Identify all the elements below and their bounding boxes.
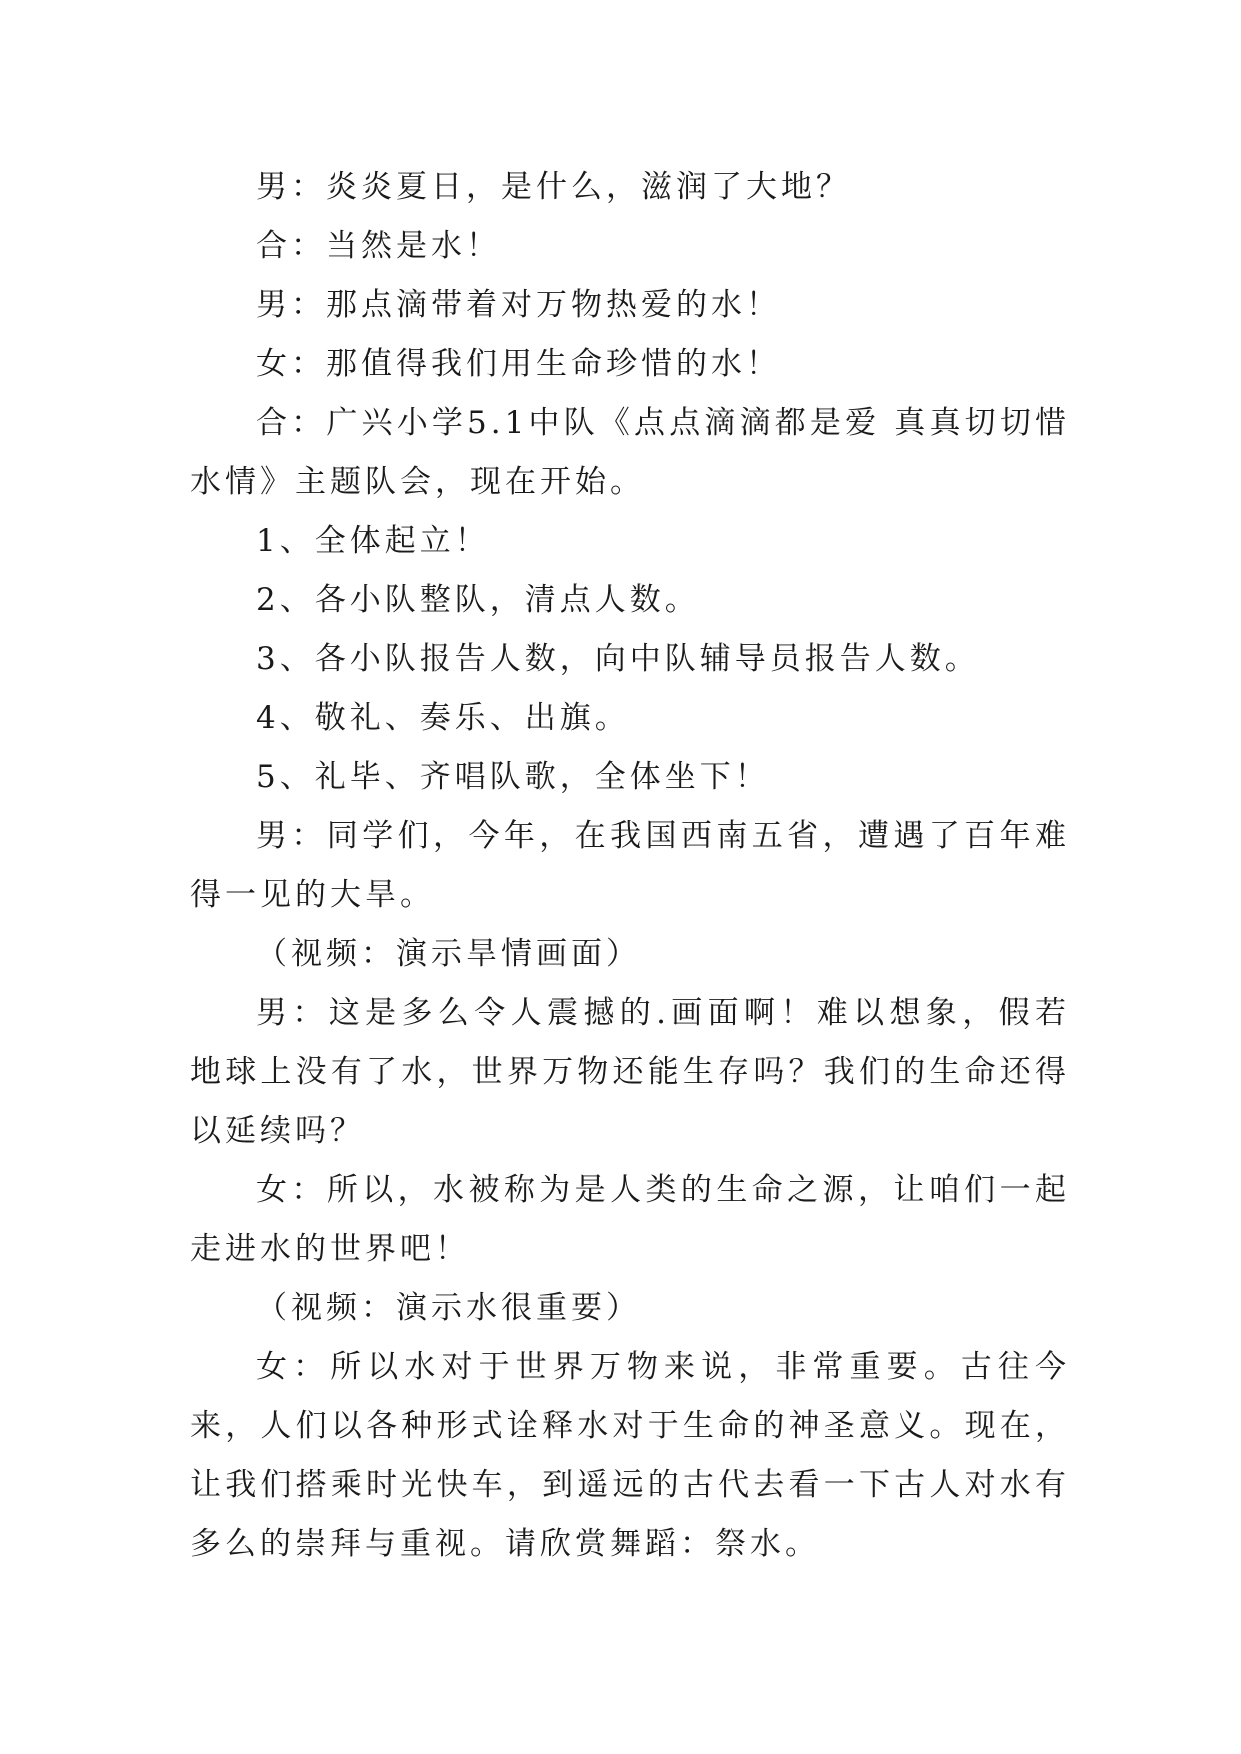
paragraph-line: 4、敬礼、奏乐、出旗。 — [256, 700, 630, 736]
paragraph-line: 合：当然是水！ — [256, 228, 501, 264]
paragraph-line: 5、礼毕、齐唱队歌，全体坐下！ — [256, 759, 770, 795]
paragraph-line: 男：同学们，今年，在我国西南五省，遭遇了百年难得一见的大旱。 — [190, 818, 1070, 913]
paragraph-line: （视频：演示水很重要） — [256, 1290, 641, 1326]
paragraph-line: 女：所以，水被称为是人类的生命之源，让咱们一起走进水的世界吧！ — [190, 1172, 1070, 1267]
paragraph-line: 3、各小队报告人数，向中队辅导员报告人数。 — [256, 641, 980, 677]
paragraph-line: 男：那点滴带着对万物热爱的水！ — [256, 287, 781, 323]
paragraph-line: 女：所以水对于世界万物来说，非常重要。古往今来，人们以各种形式诠释水对于生命的神圣意义。现在，让我们搭乘时光快车，到遥远的古代去看一下古人对水有多么的崇拜与重视。请欣赏舞蹈：祭水。 — [190, 1349, 1070, 1562]
paragraph-line: 合：广兴小学5.1中队《点点滴滴都是爱 真真切切惜水情》主题队会，现在开始。 — [190, 405, 1070, 500]
paragraph-line: （视频：演示旱情画面） — [256, 936, 641, 972]
paragraph-line: 男：这是多么令人震撼的.画面啊！难以想象，假若地球上没有了水，世界万物还能生存吗？我们的生命还得以延续吗？ — [190, 995, 1070, 1149]
paragraph-line: 2、各小队整队，清点人数。 — [256, 582, 700, 618]
paragraph-line: 1、全体起立！ — [256, 523, 490, 559]
paragraph-line: 女：那值得我们用生命珍惜的水！ — [256, 346, 781, 382]
document-body — [190, 158, 1070, 1574]
paragraph-line: 男：炎炎夏日，是什么，滋润了大地？ — [256, 169, 851, 205]
